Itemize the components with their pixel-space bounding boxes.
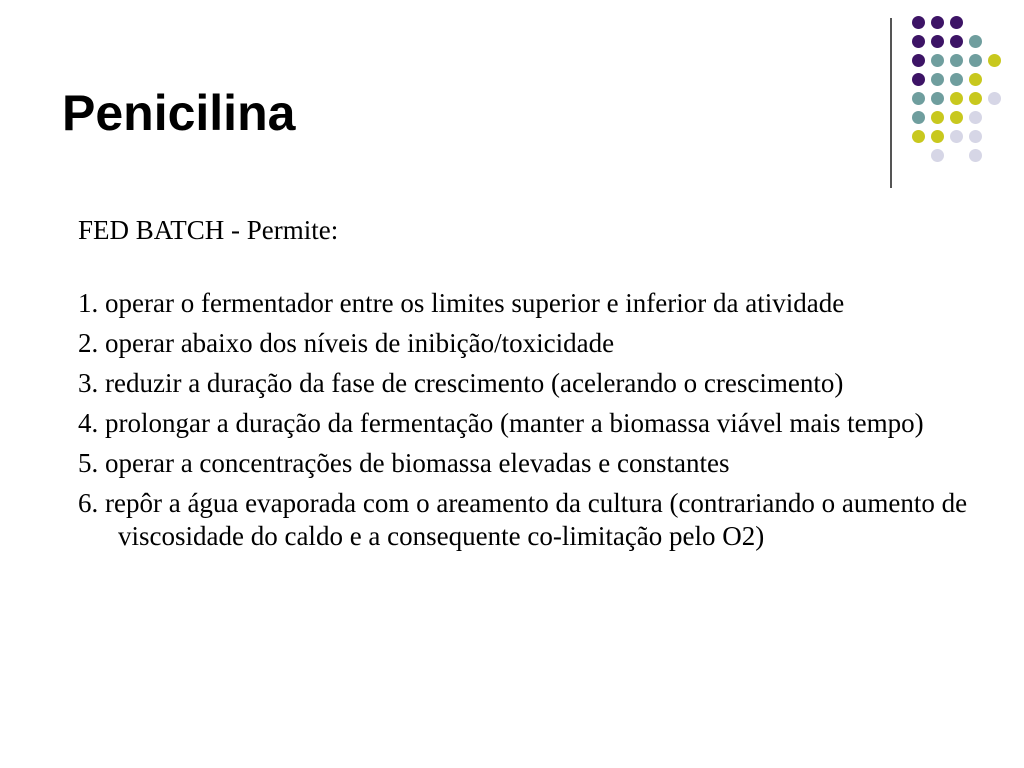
decorative-dot <box>969 35 982 48</box>
list-item: 3. reduzir a duração da fase de crescimento (acelerando o crescimento) <box>78 368 844 398</box>
decorative-dot <box>969 54 982 67</box>
decorative-dot <box>969 92 982 105</box>
decorative-dot <box>931 35 944 48</box>
decorative-dot <box>988 92 1001 105</box>
benefits-list <box>78 287 988 553</box>
decorative-dot <box>931 73 944 86</box>
list-item: 5. operar a concentrações de biomassa elevadas e constantes <box>78 448 730 478</box>
decorative-dot <box>969 130 982 143</box>
decorative-dot <box>912 130 925 143</box>
decorative-dot <box>950 92 963 105</box>
decorative-dot <box>950 111 963 124</box>
decorative-dot-grid <box>0 0 1024 200</box>
list-item: 2. operar abaixo dos níveis de inibição/toxicidade <box>78 328 615 358</box>
decorative-dot <box>931 16 944 29</box>
decorative-dot <box>950 16 963 29</box>
decorative-dot <box>912 35 925 48</box>
decorative-dot <box>912 73 925 86</box>
slide-body <box>78 214 988 560</box>
list-item: 6. repôr a água evaporada com o areamento da cultura (contrariando o aumento de viscosidade do caldo e a consequente co-limitação pelo O2) <box>78 488 968 551</box>
decorative-dot <box>912 92 925 105</box>
decorative-dot <box>969 149 982 162</box>
decorative-dot <box>931 111 944 124</box>
slide-title: Penicilina <box>62 85 296 141</box>
list-item: 1. operar o fermentador entre os limites superior e inferior da atividade <box>78 288 845 318</box>
decorative-dot <box>912 111 925 124</box>
decorative-dot <box>969 73 982 86</box>
decorative-dot <box>912 54 925 67</box>
decorative-dot <box>988 54 1001 67</box>
list-item: 4. prolongar a duração da fermentação (manter a biomassa viável mais tempo) <box>78 408 924 438</box>
decorative-dot <box>931 130 944 143</box>
decorative-dot <box>912 16 925 29</box>
decorative-dot <box>950 73 963 86</box>
decorative-dot <box>931 149 944 162</box>
decorative-dot <box>931 92 944 105</box>
decorative-dot <box>950 35 963 48</box>
intro-text: FED BATCH - Permite: <box>78 215 339 245</box>
decorative-dot <box>969 111 982 124</box>
decorative-dot <box>950 54 963 67</box>
decorative-dot <box>950 130 963 143</box>
decorative-dot <box>931 54 944 67</box>
